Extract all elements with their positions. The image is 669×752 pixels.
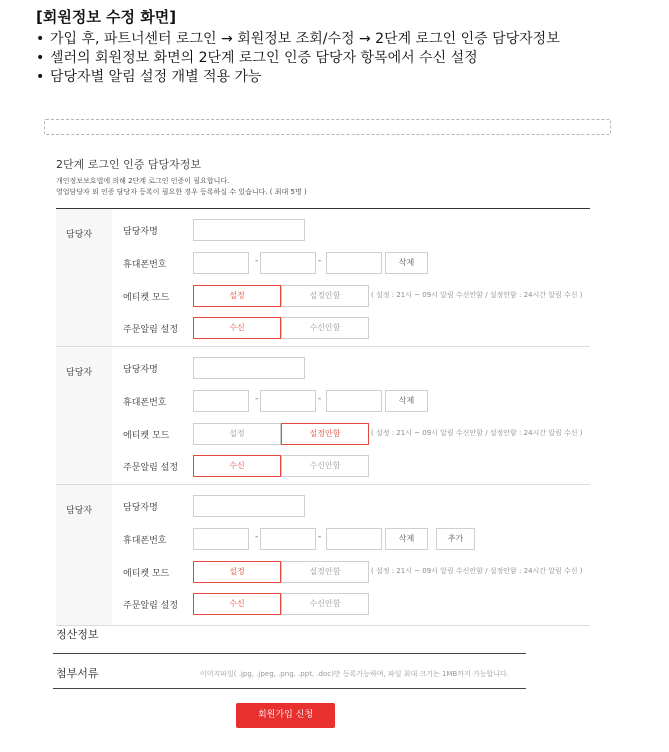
etiquette-unset-option[interactable]: 설정안함 bbox=[281, 561, 369, 583]
delete-button[interactable]: 삭제 bbox=[385, 252, 428, 274]
phone-part3-input[interactable] bbox=[326, 528, 382, 550]
order-alert-no-receive-option[interactable]: 수신안함 bbox=[281, 455, 369, 477]
phone-part3-input[interactable] bbox=[326, 390, 382, 412]
phone-label: 휴대폰번호 bbox=[123, 398, 167, 408]
etiquette-note: ( 설정 : 21시 ~ 09시 알림 수신안함 / 설정안함 : 24시간 알림 수신 ) bbox=[371, 291, 583, 299]
etiquette-mode-label: 에티켓 모드 bbox=[123, 293, 170, 303]
delete-button[interactable]: 삭제 bbox=[385, 390, 428, 412]
etiquette-mode-label: 에티켓 모드 bbox=[123, 431, 170, 441]
phone-separator: - bbox=[318, 256, 322, 266]
manager-label: 담당자 bbox=[66, 506, 93, 516]
phone-part2-input[interactable] bbox=[260, 528, 316, 550]
etiquette-set-option[interactable]: 설정 bbox=[193, 423, 281, 445]
etiquette-mode-label: 에티켓 모드 bbox=[123, 569, 170, 579]
section-divider bbox=[53, 653, 526, 654]
manager-block bbox=[56, 209, 590, 347]
manager-label: 담당자 bbox=[66, 230, 93, 240]
delete-button[interactable]: 삭제 bbox=[385, 528, 428, 550]
phone-separator: - bbox=[255, 256, 259, 266]
block-divider bbox=[56, 625, 590, 626]
etiquette-note: ( 설정 : 21시 ~ 09시 알림 수신안함 / 설정안함 : 24시간 알림 수신 ) bbox=[371, 429, 583, 437]
manager-name-label: 담당자명 bbox=[123, 503, 158, 513]
phone-label: 휴대폰번호 bbox=[123, 260, 167, 270]
manager-name-input[interactable] bbox=[193, 495, 305, 517]
manager-block bbox=[56, 347, 590, 485]
documents-note: 이미지파일( .jpg, .jpeg, .png, .ppt, .doc)만 등록가능하며, 파일 최대 크기는 1MB까지 가능합니다. bbox=[200, 670, 510, 678]
instruction-item: • 가입 후, 파트너센터 로그인 → 회원정보 조회/수정 → 2단계 로그인 인증 담당자정보 bbox=[36, 30, 560, 49]
phone-part2-input[interactable] bbox=[260, 252, 316, 274]
section-divider bbox=[53, 688, 526, 689]
phone-separator: - bbox=[255, 532, 259, 542]
order-alert-receive-option[interactable]: 수신 bbox=[193, 455, 281, 477]
etiquette-unset-option[interactable]: 설정안함 bbox=[281, 285, 369, 307]
instruction-item: • 담당자별 알림 설정 개별 적용 가능 bbox=[36, 68, 560, 87]
etiquette-note: ( 설정 : 21시 ~ 09시 알림 수신안함 / 설정안함 : 24시간 알림 수신 ) bbox=[371, 567, 583, 575]
instruction-item: • 셀러의 회원정보 화면의 2단계 로그인 인증 담당자 항목에서 수신 설정 bbox=[36, 49, 560, 68]
order-alert-receive-option[interactable]: 수신 bbox=[193, 317, 281, 339]
order-alert-label: 주문알림 설정 bbox=[123, 325, 179, 335]
phone-part1-input[interactable] bbox=[193, 252, 249, 274]
manager-name-label: 담당자명 bbox=[123, 227, 158, 237]
cropped-area-placeholder bbox=[44, 119, 611, 135]
order-alert-no-receive-option[interactable]: 수신안함 bbox=[281, 593, 369, 615]
phone-part1-input[interactable] bbox=[193, 528, 249, 550]
section-description bbox=[56, 176, 307, 198]
documents-section-title: 첨부서류 bbox=[56, 667, 99, 680]
phone-separator: - bbox=[318, 394, 322, 404]
section-desc-line: 영업담당자 외 인증 담당자 등록이 필요한 경우 등록하실 수 있습니다. ( 최대 5명 ) bbox=[56, 188, 307, 196]
etiquette-set-option[interactable]: 설정 bbox=[193, 285, 281, 307]
phone-label: 휴대폰번호 bbox=[123, 536, 167, 546]
order-alert-no-receive-option[interactable]: 수신안함 bbox=[281, 317, 369, 339]
manager-block bbox=[56, 485, 590, 626]
order-alert-label: 주문알림 설정 bbox=[123, 463, 179, 473]
etiquette-set-option[interactable]: 설정 bbox=[193, 561, 281, 583]
page-heading: [회원정보 수정 화면] bbox=[36, 8, 177, 26]
etiquette-unset-option[interactable]: 설정안함 bbox=[281, 423, 369, 445]
settlement-section-title: 정산정보 bbox=[56, 628, 99, 641]
manager-label: 담당자 bbox=[66, 368, 93, 378]
add-manager-button[interactable]: 추가 bbox=[436, 528, 475, 550]
phone-part3-input[interactable] bbox=[326, 252, 382, 274]
phone-part1-input[interactable] bbox=[193, 390, 249, 412]
manager-name-input[interactable] bbox=[193, 219, 305, 241]
manager-name-label: 담당자명 bbox=[123, 365, 158, 375]
instruction-list bbox=[36, 30, 560, 87]
phone-part2-input[interactable] bbox=[260, 390, 316, 412]
phone-separator: - bbox=[255, 394, 259, 404]
section-title: 2단계 로그인 인증 담당자정보 bbox=[56, 158, 201, 171]
order-alert-receive-option[interactable]: 수신 bbox=[193, 593, 281, 615]
manager-name-input[interactable] bbox=[193, 357, 305, 379]
signup-submit-button[interactable]: 회원가입 신청 bbox=[236, 703, 335, 728]
order-alert-label: 주문알림 설정 bbox=[123, 601, 179, 611]
phone-separator: - bbox=[318, 532, 322, 542]
section-desc-line: 개인정보보호법에 의해 2단계 로그인 인증이 필요합니다. bbox=[56, 177, 230, 185]
